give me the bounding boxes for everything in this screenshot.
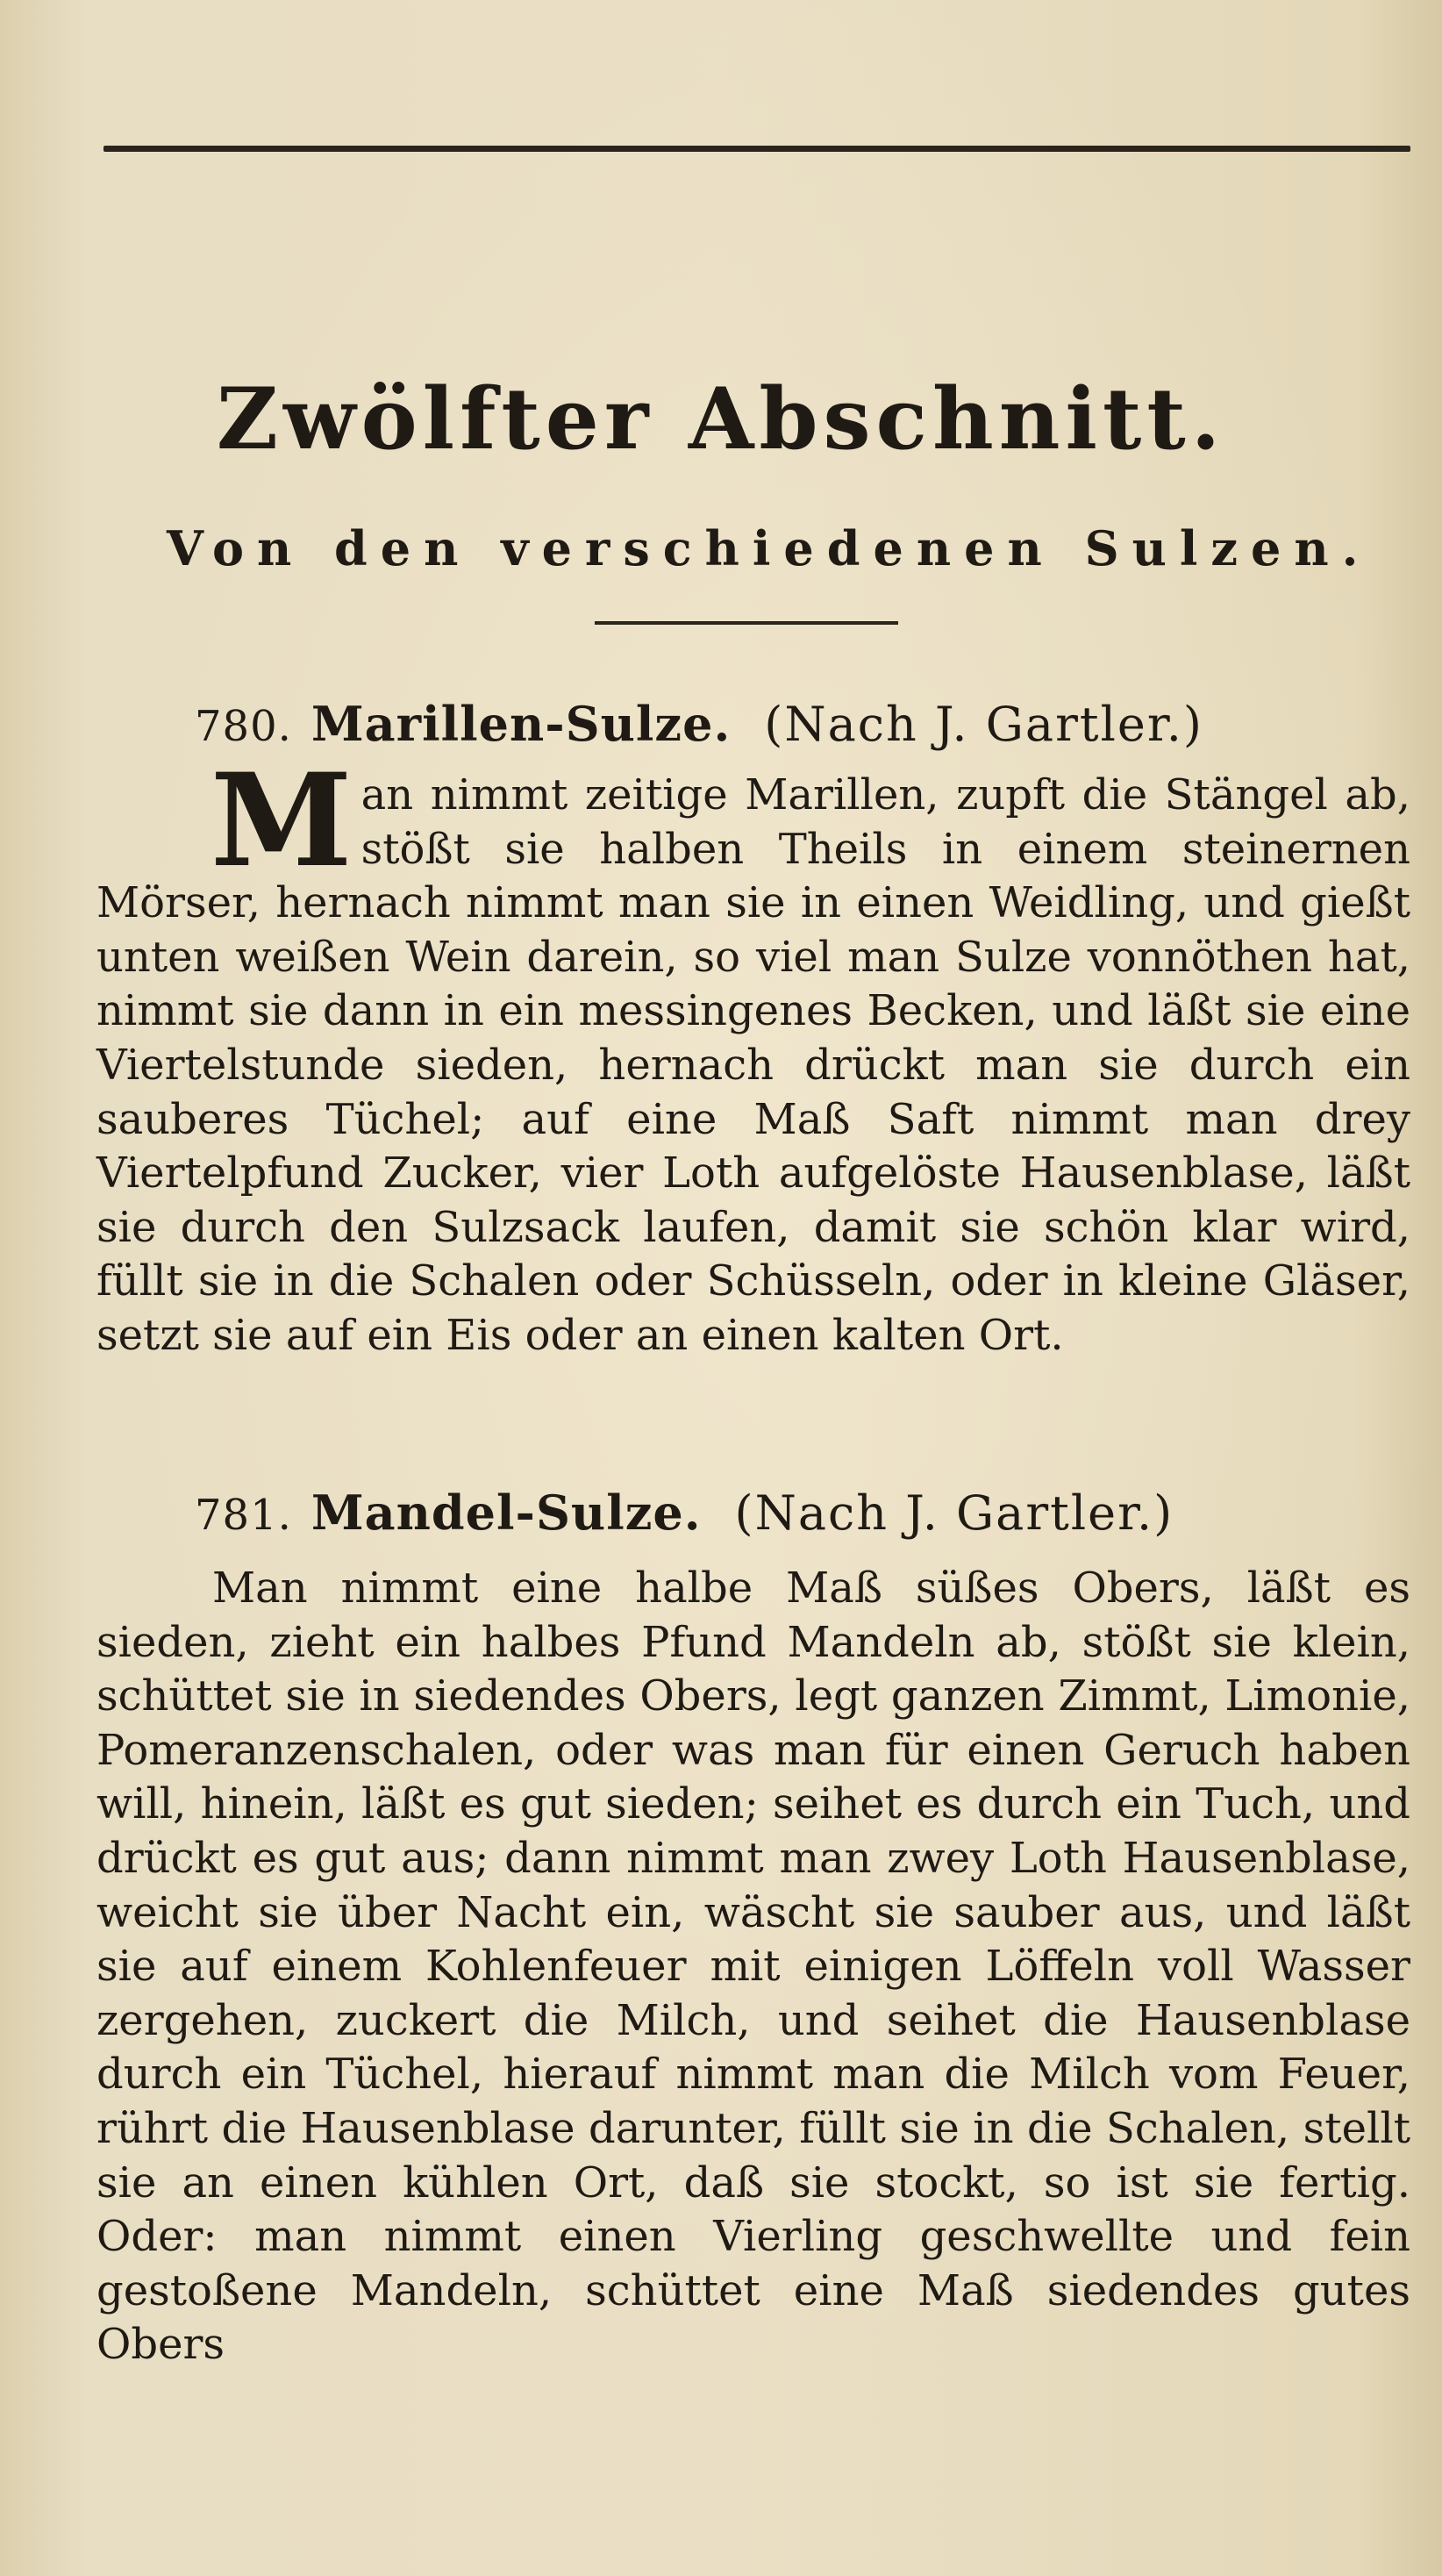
section-divider [595,621,898,625]
recipe-text-781: Man nimmt eine halbe Maß süßes Obers, läßt es sieden, zieht ein halbes Pfund Mandeln ab, stößt sie klein, schüttet sie in siedendes Obers, legt ganzen Zimmt, Limonie, Pomeranzenschalen, oder was man für einen Geruch haben will, hinein, läßt es gut sieden; seihet es durch ein Tuch, und drückt es gut aus; dann nimmt man zwey Loth Hausenblase, weicht sie über Nacht ein, wäscht sie sauber aus, und läßt sie auf einem Kohlenfeuer mit einigen Löffeln voll Wasser zergehen, zuckert die Milch, und seihet die Hausenblase durch ein Tüchel, hierauf nimmt man die Milch vom Feuer, rührt die Hausenblase darunter, füllt sie in die Schalen, stellt sie an einen kühlen Ort, daß sie stockt, so ist sie fertig. Oder: man nimmt einen Vierling geschwellte und fein gestoßene Mandeln, schüttet eine Maß siedendes gutes Obers [96,1563,1410,2370]
recipe-text-780 [96,746,1410,1363]
recipe-body: an nimmt zeitige Marillen, zupft die Stängel ab, stößt sie halben Theils in einem steinernen Mörser, hernach nimmt man sie in einen Weidling, und gießt unten weißen Wein darein, so viel man Sulze vonnöthen hat, nimmt sie dann in ein messingenes Becken, und läßt sie eine Viertelstunde sieden, hernach drückt man sie durch ein sauberes Tüchel; auf eine Maß Saft nimmt man drey Viertelpfund Zucker, vier Loth aufgelöste Hausenblase, läßt sie durch den Sulzsack laufen, damit sie schön klar wird, füllt sie in die Schalen oder Schüsseln, oder in kleine Gläser, setzt sie auf ein Eis oder an einen kalten Ort. [96,770,1410,1360]
recipe-source: (Nach J. Gartler.) [764,697,1203,752]
section-subtitle: Von den verschiedenen Sulzen. [167,520,1372,576]
recipe-name: Mandel-Sulze. [311,1485,702,1541]
recipe-source: (Nach J. Gartler.) [734,1485,1174,1541]
recipe-number: 780. [195,702,292,751]
section-title: Zwölfter Abschnitt. [216,369,1226,469]
recipe-name: Marillen-Sulze. [311,696,732,752]
recipe-heading-781 [195,1485,1335,1541]
recipe-number: 781. [195,1491,292,1540]
recipe-heading-780 [195,696,1335,752]
drop-cap: M [211,746,353,896]
header-rule [104,146,1410,152]
